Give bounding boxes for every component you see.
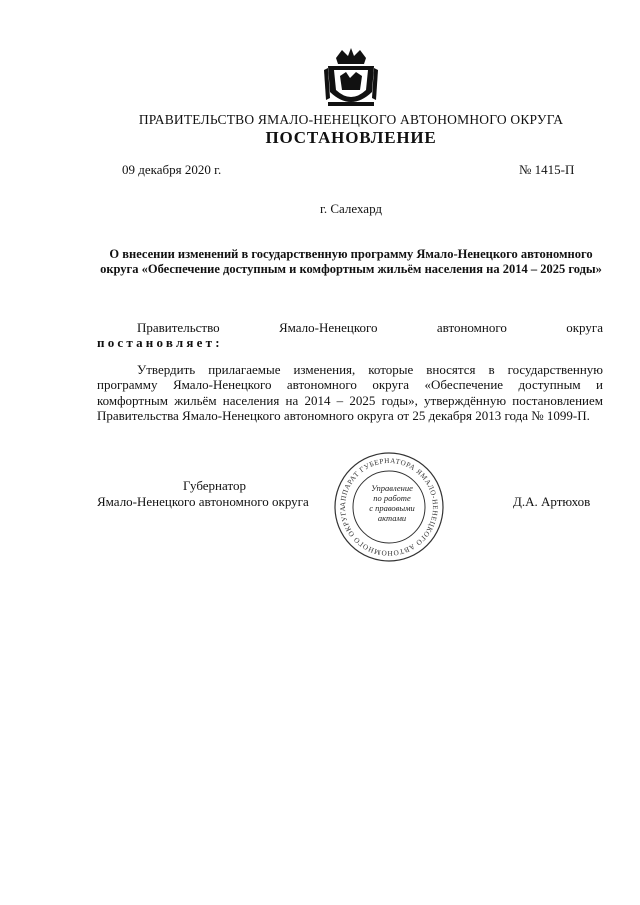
document-city: г. Салехард bbox=[319, 201, 383, 216]
document-number: № 1415-П bbox=[519, 162, 575, 177]
stamp-inner-text bbox=[357, 483, 427, 523]
intro-word: автономного bbox=[436, 320, 507, 335]
stamp-line: Управление bbox=[371, 483, 413, 493]
signer-position-line2: Ямало-Ненецкого автономного округа bbox=[97, 494, 309, 509]
stamp-ring-text: АППАРАТ ГУБЕРНАТОРА ЯМАЛО-НЕНЕЦКОГО АВТОНОМНОГО ОКРУГА bbox=[338, 456, 440, 558]
body-paragraph: Утвердить прилагаемые изменения, которые вносятся в государственную программу Ямало-Ненецкого автономного округа «Обеспечение доступным и комфортным жильём населения на 2014 – 2025 годы», утверждённую постановлением Правительства Ямало-Ненецкого автономного округа от 25 декабря 2013 года № 1099-П. bbox=[97, 362, 603, 424]
intro-word: Правительство bbox=[137, 320, 220, 335]
intro-word: Ямало-Ненецкого bbox=[278, 320, 378, 335]
intro-word: округа bbox=[566, 320, 603, 335]
signer-position-line1: Губернатор bbox=[183, 478, 246, 493]
document-title: О внесении изменений в государственную программу Ямало-Ненецкого автономного округа «Обеспечение доступным и комфортным жильём населения на 2014 – 2025 годы» bbox=[100, 247, 602, 276]
government-name: ПРАВИТЕЛЬСТВО ЯМАЛО-НЕНЕЦКОГО АВТОНОМНОГО ОКРУГА bbox=[138, 112, 564, 127]
signer-name: Д.А. Артюхов bbox=[513, 494, 591, 509]
coat-of-arms-emblem bbox=[322, 46, 380, 112]
stamp-line: актами bbox=[377, 513, 407, 523]
document-date: 09 декабря 2020 г. bbox=[122, 162, 222, 177]
stamp-line: с правовыми bbox=[369, 503, 415, 513]
resolves-word: постановляет: bbox=[97, 335, 223, 350]
stamp-line: по работе bbox=[373, 493, 411, 503]
intro-line bbox=[137, 320, 603, 336]
document-type: ПОСТАНОВЛЕНИЕ bbox=[265, 128, 437, 147]
